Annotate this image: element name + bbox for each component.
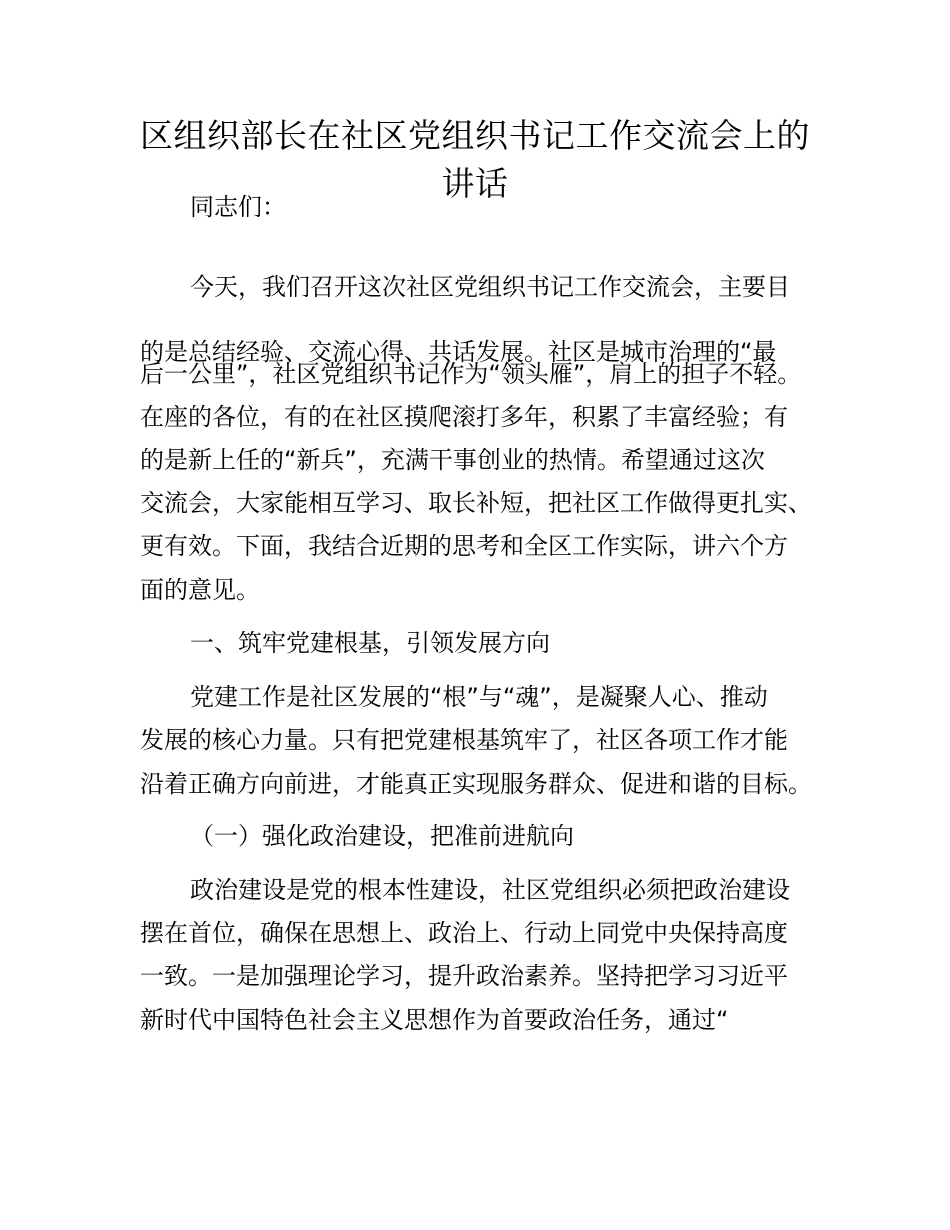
paragraph-line: 的是总结经验、交流心得、共话发展。社区是城市治理的“最: [140, 338, 777, 366]
paragraph-line: 在座的各位，有的在社区摸爬滚打多年，积累了丰富经验；有: [140, 403, 788, 431]
paragraph-line: 新时代中国特色社会主义思想作为首要政治任务，通过“: [140, 1006, 729, 1034]
title-line-1: 区组织部长在社区党组织书记工作交流会上的: [140, 116, 810, 155]
title-line-2: 讲话: [441, 164, 509, 203]
paragraph-line: 交流会，大家能相互学习、取长补短，把社区工作做得更扎实、: [140, 489, 812, 517]
paragraph-line: 沿着正确方向前进，才能真正实现服务群众、促进和谐的目标。: [140, 770, 812, 798]
paragraph-line: 面的意见。: [140, 576, 260, 604]
paragraph-line: 今天，我们召开这次社区党组织书记工作交流会，主要目: [190, 273, 790, 301]
paragraph-line: 党建工作是社区发展的“根”与“魂”，是凝聚人心、推动: [190, 683, 768, 711]
subsection-heading: （一）强化政治建设，把准前进航向: [190, 822, 574, 850]
salutation: 同志们：: [190, 193, 286, 221]
paragraph-line: 一致。一是加强理论学习，提升政治素养。坚持把学习习近平: [140, 962, 788, 990]
section-heading: 一、筑牢党建根基，引领发展方向: [190, 629, 550, 657]
paragraph-line: 政治建设是党的根本性建设，社区党组织必须把政治建设: [190, 876, 790, 904]
paragraph-line: 的是新上任的“新兵”，充满干事创业的热情。希望通过这次: [140, 446, 765, 474]
paragraph-line: 更有效。下面，我结合近期的思考和全区工作实际，讲六个方: [140, 532, 788, 560]
paragraph-line: 发展的核心力量。只有把党建根基筑牢了，社区各项工作才能: [140, 726, 788, 754]
paragraph-line: 摆在首位，确保在思想上、政治上、行动上同党中央保持高度: [140, 919, 788, 947]
paragraph-line: 后一公里”，社区党组织书记作为“领头雁”，肩上的担子不轻。: [140, 360, 802, 388]
